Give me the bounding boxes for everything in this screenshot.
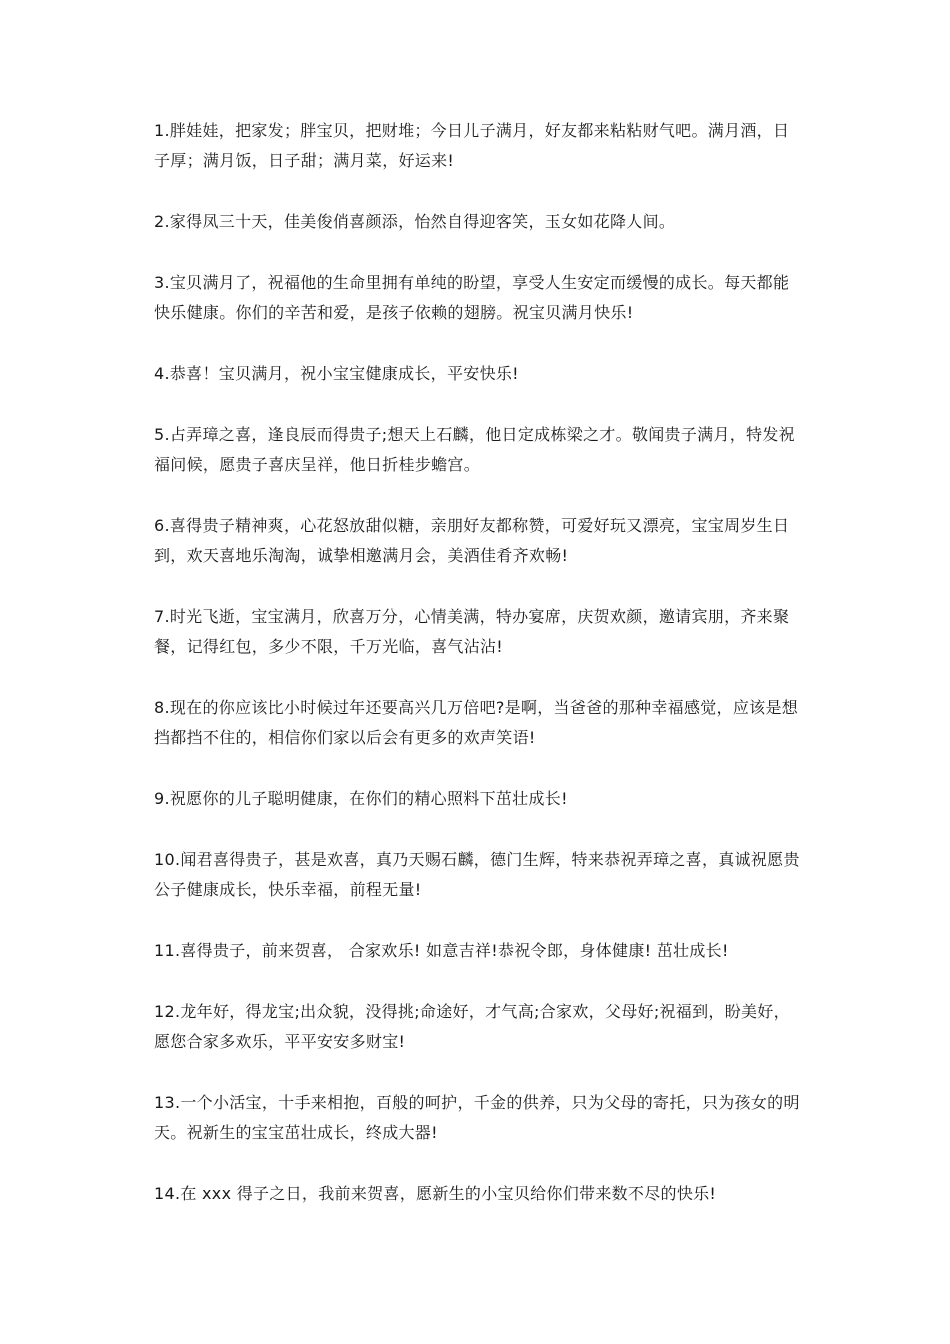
paragraph-5: 5.占弄璋之喜，逢良辰而得贵子;想天上石麟，他日定成栋梁之才。敬闻贵子满月，特发祝福问候，愿贵子喜庆呈祥，他日折桂步蟾宫。 <box>154 425 795 474</box>
paragraph-4: 4.恭喜！宝贝满月，祝小宝宝健康成长，平安快乐! <box>154 364 519 383</box>
paragraph-1: 1.胖娃娃，把家发；胖宝贝，把财堆；今日儿子满月，好友都来粘粘财气吧。满月酒，日子厚；满月饭，日子甜；满月菜，好运来! <box>154 121 790 170</box>
document-body <box>154 116 804 1240</box>
paragraph-7: 7.时光飞逝，宝宝满月，欣喜万分，心情美满，特办宴席，庆贺欢颜，邀请宾朋，齐来聚餐，记得红包，多少不限，千万光临，喜气沾沾! <box>154 607 790 656</box>
paragraph-2: 2.家得凤三十天，佳美俊俏喜颜添，怡然自得迎客笑，玉女如花降人间。 <box>154 212 676 231</box>
paragraph-8: 8.现在的你应该比小时候过年还要高兴几万倍吧?是啊，当爸爸的那种幸福感觉，应该是想挡都挡不住的，相信你们家以后会有更多的欢声笑语! <box>154 698 799 747</box>
paragraph-6: 6.喜得贵子精神爽，心花怒放甜似糖，亲朋好友都称赞，可爱好玩又漂亮，宝宝周岁生日到，欢天喜地乐淘淘，诚挚相邀满月会，美酒佳肴齐欢畅! <box>154 516 790 565</box>
paragraph-14: 14.在 xxx 得子之日，我前来贺喜，愿新生的小宝贝给你们带来数不尽的快乐! <box>154 1184 717 1203</box>
paragraph-13: 13.一个小活宝，十手来相抱，百般的呵护，千金的供养，只为父母的寄托，只为孩女的明天。祝新生的宝宝茁壮成长，终成大器! <box>154 1093 800 1142</box>
paragraph-3: 3.宝贝满月了，祝福他的生命里拥有单纯的盼望，享受人生安定而缓慢的成长。每天都能快乐健康。你们的辛苦和爱，是孩子依赖的翅膀。祝宝贝满月快乐! <box>154 273 790 322</box>
paragraph-12: 12.龙年好，得龙宝;出众貌，没得挑;命途好，才气高;合家欢，父母好;祝福到，盼美好，愿您合家多欢乐，平平安安多财宝! <box>154 1002 790 1051</box>
paragraph-11: 11.喜得贵子，前来贺喜， 合家欢乐! 如意吉祥!恭祝令郎，身体健康! 茁壮成长! <box>154 941 729 960</box>
paragraph-10: 10.闻君喜得贵子，甚是欢喜，真乃天赐石麟，德门生辉，特来恭祝弄璋之喜，真诚祝愿贵公子健康成长，快乐幸福，前程无量! <box>154 850 800 899</box>
paragraph-9: 9.祝愿你的儿子聪明健康，在你们的精心照料下茁壮成长! <box>154 789 568 808</box>
